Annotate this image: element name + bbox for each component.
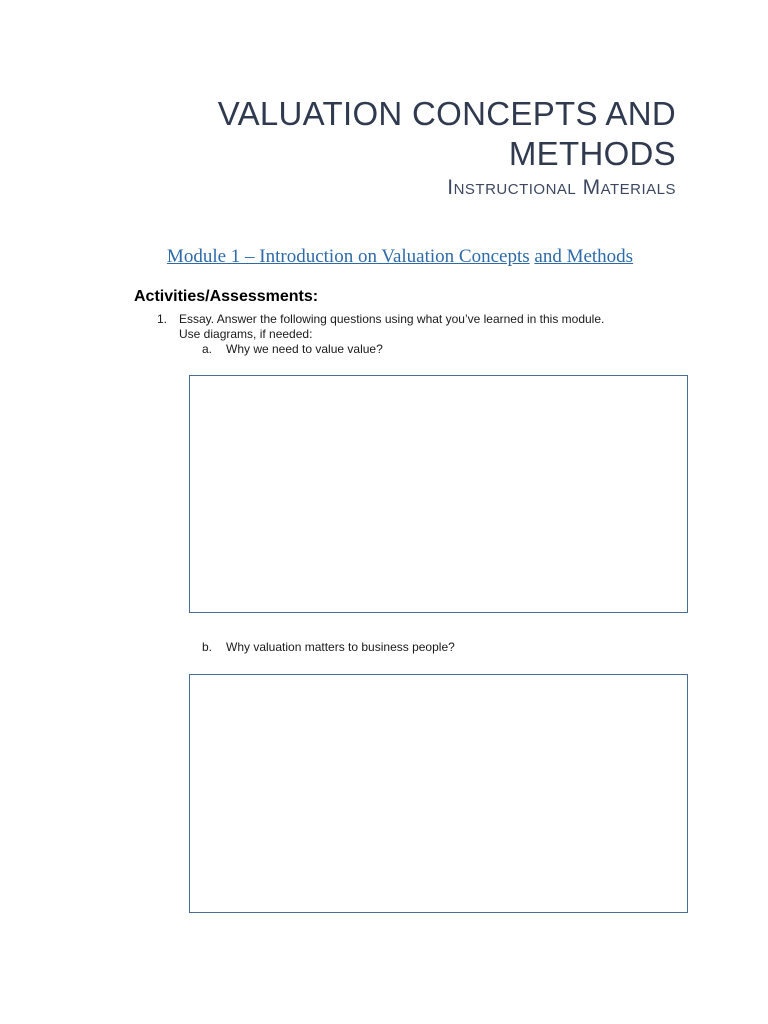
main-title-line-1: VALUATION CONCEPTS AND <box>217 95 676 132</box>
sub-question-letter: a. <box>202 342 213 356</box>
answer-box-a[interactable] <box>189 375 688 613</box>
document-header <box>218 94 676 202</box>
sub-question-text: Why valuation matters to business people? <box>226 640 455 654</box>
question-1 <box>157 312 604 342</box>
module-heading <box>0 244 768 270</box>
sub-question-b <box>202 640 455 655</box>
section-heading: Activities/Assessments: <box>134 288 319 305</box>
question-1-line-1 <box>157 312 604 327</box>
sub-question-text: Why we need to value value? <box>226 342 383 356</box>
sub-question-a <box>202 342 383 357</box>
subtitle: Instructional Materials <box>447 176 676 199</box>
question-text: Essay. Answer the following questions using what you’ve learned in this module. <box>179 312 605 326</box>
question-1-line-2: Use diagrams, if needed: <box>179 327 313 341</box>
answer-box-b[interactable] <box>189 674 688 913</box>
question-number: 1. <box>157 312 168 326</box>
main-title-line-2: METHODS <box>508 135 676 172</box>
module-heading-part-2: and Methods <box>534 246 634 267</box>
module-heading-part-1: Module 1 – Introduction on Valuation Concepts <box>166 246 530 267</box>
sub-question-letter: b. <box>202 640 213 654</box>
